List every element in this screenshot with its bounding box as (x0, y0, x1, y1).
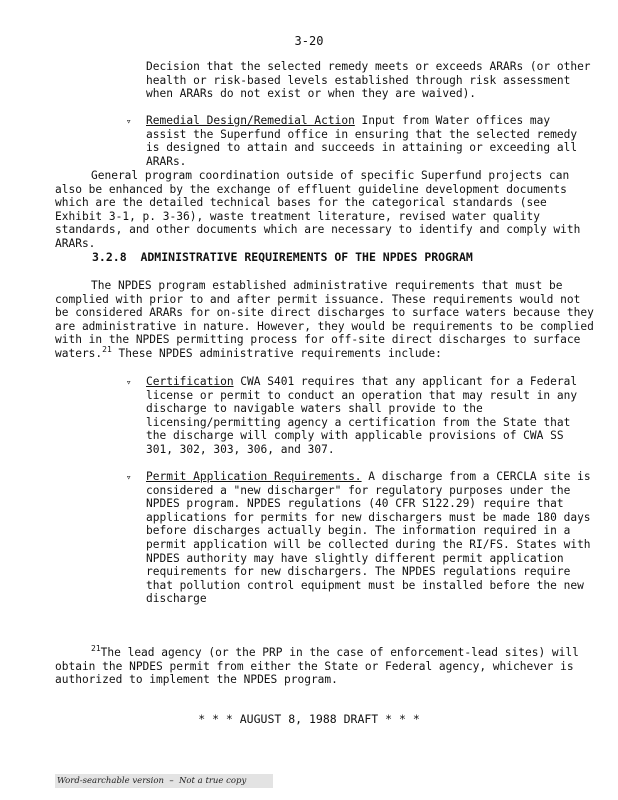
bullet-item-permit-application (146, 470, 596, 606)
section-heading: 3.2.8 ADMINISTRATIVE REQUIREMENTS OF THE NPDES PROGRAM (92, 250, 473, 264)
bullet-marker-icon: ▿ (126, 117, 132, 127)
draft-date-line: * * * AUGUST 8, 1988 DRAFT * * * (198, 712, 420, 726)
footnote-reference: 21 (102, 344, 112, 354)
bullet-title: Remedial Design/Remedial Action (146, 114, 355, 127)
general-coordination-paragraph: General program coordination outside of specific Superfund projects can also be enhanced by the exchange of effluent guideline development documents which are the detailed technical bases for the categorical standards (see Exhibit 3-1, p. 3-36), waste treatment literature, revised water quality standards, and other documents which are necessary to identify and comply with ARARs. (55, 169, 588, 250)
bullet-title: Permit Application Requirements. (146, 470, 362, 483)
footnote-text: The lead agency (or the PRP in the case of enforcement-lead sites) will obtain the NPDES permit from either the State or Federal agency, whichever is authorized to implement the NPDES program. (55, 646, 586, 687)
bullet-body: CWA S401 requires that any applicant for a Federal license or permit to conduct an operation that may result in any discharge to navigable waters shall provide to the licensing/permitting agency a certification from the State that the discharge will comply with applicable provisions of CWA SS 301, 302, 303, 306, and 307. (146, 375, 584, 456)
bullet-item-remedial-design (146, 114, 596, 168)
bullet-body: Input from Water offices may assist the Superfund office in ensuring that the selected remedy is designed to attain and succeeds in attaining or exceeding all ARARs. (146, 114, 584, 168)
bullet-marker-icon: ▿ (126, 473, 132, 483)
section-paragraph-tail: These NPDES administrative requirements include: (111, 346, 442, 360)
bullet-body: A discharge from a CERCLA site is considered a "new discharger" for regulatory purposes under the NPDES program. NPDES regulations (40 CFR S122.29) require that applications for permits for new dischargers must be made 180 days before discharges actually begin. The information required in a permit application will be collected during the RI/FS. States with NPDES authority may have slightly different permit application requirements for new dischargers. The NPDES regulations require that pollution control equipment must be installed before the new discharge (146, 470, 598, 606)
bullet-item-certification (146, 375, 596, 457)
footnote (55, 646, 595, 687)
bullet-title: Certification (146, 375, 234, 388)
bullet-marker-icon: ▿ (126, 378, 132, 388)
continued-paragraph: Decision that the selected remedy meets or exceeds ARARs (or other health or risk-based levels established through risk assessment when ARARs do not exist or when they are waived). (146, 60, 598, 101)
page-number: 3-20 (294, 34, 324, 48)
footnote-number: 21 (91, 644, 101, 653)
section-paragraph-text: The NPDES program established administrative requirements that must be complied with prior to and after permit issuance. These requirements would not be considered ARARs for on-site direct discharges to surface waters because they are administrative in nature. However, they would be requirements to be complied with in the NPDES permitting process for off-site direct discharges to surface waters. (55, 279, 601, 360)
word-searchable-watermark: Word-searchable version – Not a true copy (55, 774, 273, 788)
section-paragraph (55, 279, 601, 361)
